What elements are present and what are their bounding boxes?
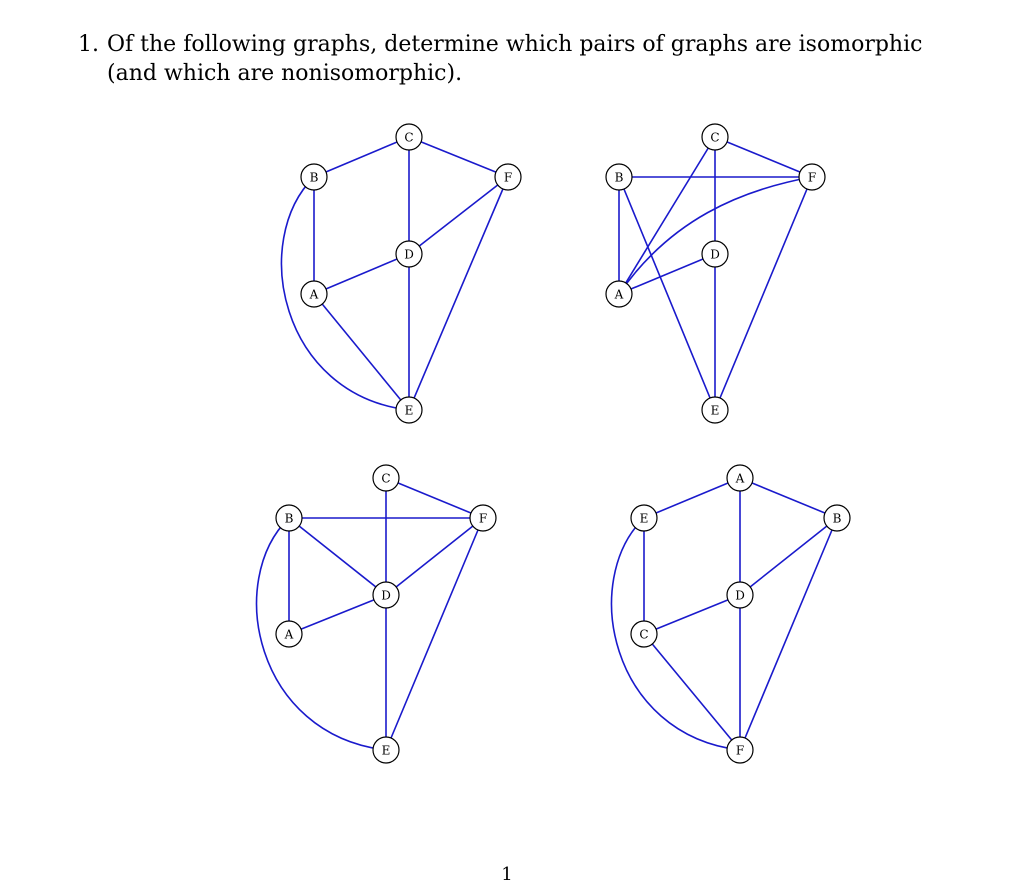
graph-node <box>631 505 657 531</box>
node-label: C <box>710 130 720 145</box>
edge-f-e <box>386 518 483 750</box>
edge-d-f <box>409 177 508 254</box>
graph-node <box>631 621 657 647</box>
node-label: C <box>381 471 391 486</box>
node-label: D <box>710 247 720 262</box>
edge-c-d <box>644 595 740 634</box>
node-label: D <box>404 247 414 262</box>
page-number: 1 <box>501 864 513 885</box>
edge-c-f <box>409 137 508 177</box>
edge-f-d <box>386 518 483 595</box>
edge-c-f <box>644 634 740 750</box>
node-label: A <box>284 627 294 642</box>
edge-c-f <box>715 137 812 177</box>
graph-node <box>702 397 728 423</box>
graph-node <box>799 164 825 190</box>
node-label: F <box>735 743 745 758</box>
graph-node <box>606 164 632 190</box>
node-label: E <box>710 403 720 418</box>
node-label: B <box>309 170 319 185</box>
graph-node <box>495 164 521 190</box>
node-label: A <box>309 287 319 302</box>
node-label: F <box>478 511 488 526</box>
edge-b-d <box>289 518 386 595</box>
graph-1 <box>282 124 521 423</box>
node-label: D <box>381 588 391 603</box>
graph-4 <box>612 465 850 763</box>
graph-node <box>727 737 753 763</box>
graph-3 <box>257 465 496 763</box>
node-label: A <box>735 471 745 486</box>
edge-a-d <box>314 254 409 294</box>
graph-node <box>727 465 753 491</box>
graph-node <box>301 281 327 307</box>
edge-b-e <box>619 177 715 410</box>
node-label: F <box>807 170 817 185</box>
edge-a-b <box>740 478 837 518</box>
graph-node <box>824 505 850 531</box>
edge-a-e <box>314 294 409 410</box>
edge-a-d <box>289 595 386 634</box>
node-label: B <box>832 511 842 526</box>
node-label: B <box>614 170 624 185</box>
node-label: F <box>503 170 513 185</box>
graph-node <box>727 582 753 608</box>
node-label: B <box>284 511 294 526</box>
edge-f-e <box>409 177 508 410</box>
graph-node <box>606 281 632 307</box>
edge-c-a <box>619 137 715 294</box>
problem-text: Of the following graphs, determine which pairs of graphs are isomorphic (and which are nonisomorphic). <box>107 32 923 86</box>
graph-node <box>276 505 302 531</box>
graph-node <box>702 124 728 150</box>
graph-node <box>373 582 399 608</box>
edge-f-e <box>715 177 812 410</box>
graph-2-edges <box>619 137 812 410</box>
node-label: E <box>381 743 391 758</box>
edge-e-a <box>644 478 740 518</box>
node-label: C <box>404 130 414 145</box>
graph-node <box>301 164 327 190</box>
edge-b-d <box>740 518 837 595</box>
node-label: D <box>735 588 745 603</box>
graph-node <box>373 465 399 491</box>
graph-2 <box>606 124 825 423</box>
graph-node <box>470 505 496 531</box>
edge-b-c <box>314 137 409 177</box>
graph-node <box>702 241 728 267</box>
graph-node <box>276 621 302 647</box>
edge-c-f <box>386 478 483 518</box>
node-label: E <box>404 403 414 418</box>
problem-number: 1. <box>78 32 99 57</box>
graph-node <box>396 124 422 150</box>
graph-node <box>373 737 399 763</box>
node-label: C <box>639 627 649 642</box>
graph-node <box>396 241 422 267</box>
node-label: A <box>614 287 624 302</box>
node-label: E <box>639 511 649 526</box>
graph-node <box>396 397 422 423</box>
edge-b-f <box>740 518 837 750</box>
